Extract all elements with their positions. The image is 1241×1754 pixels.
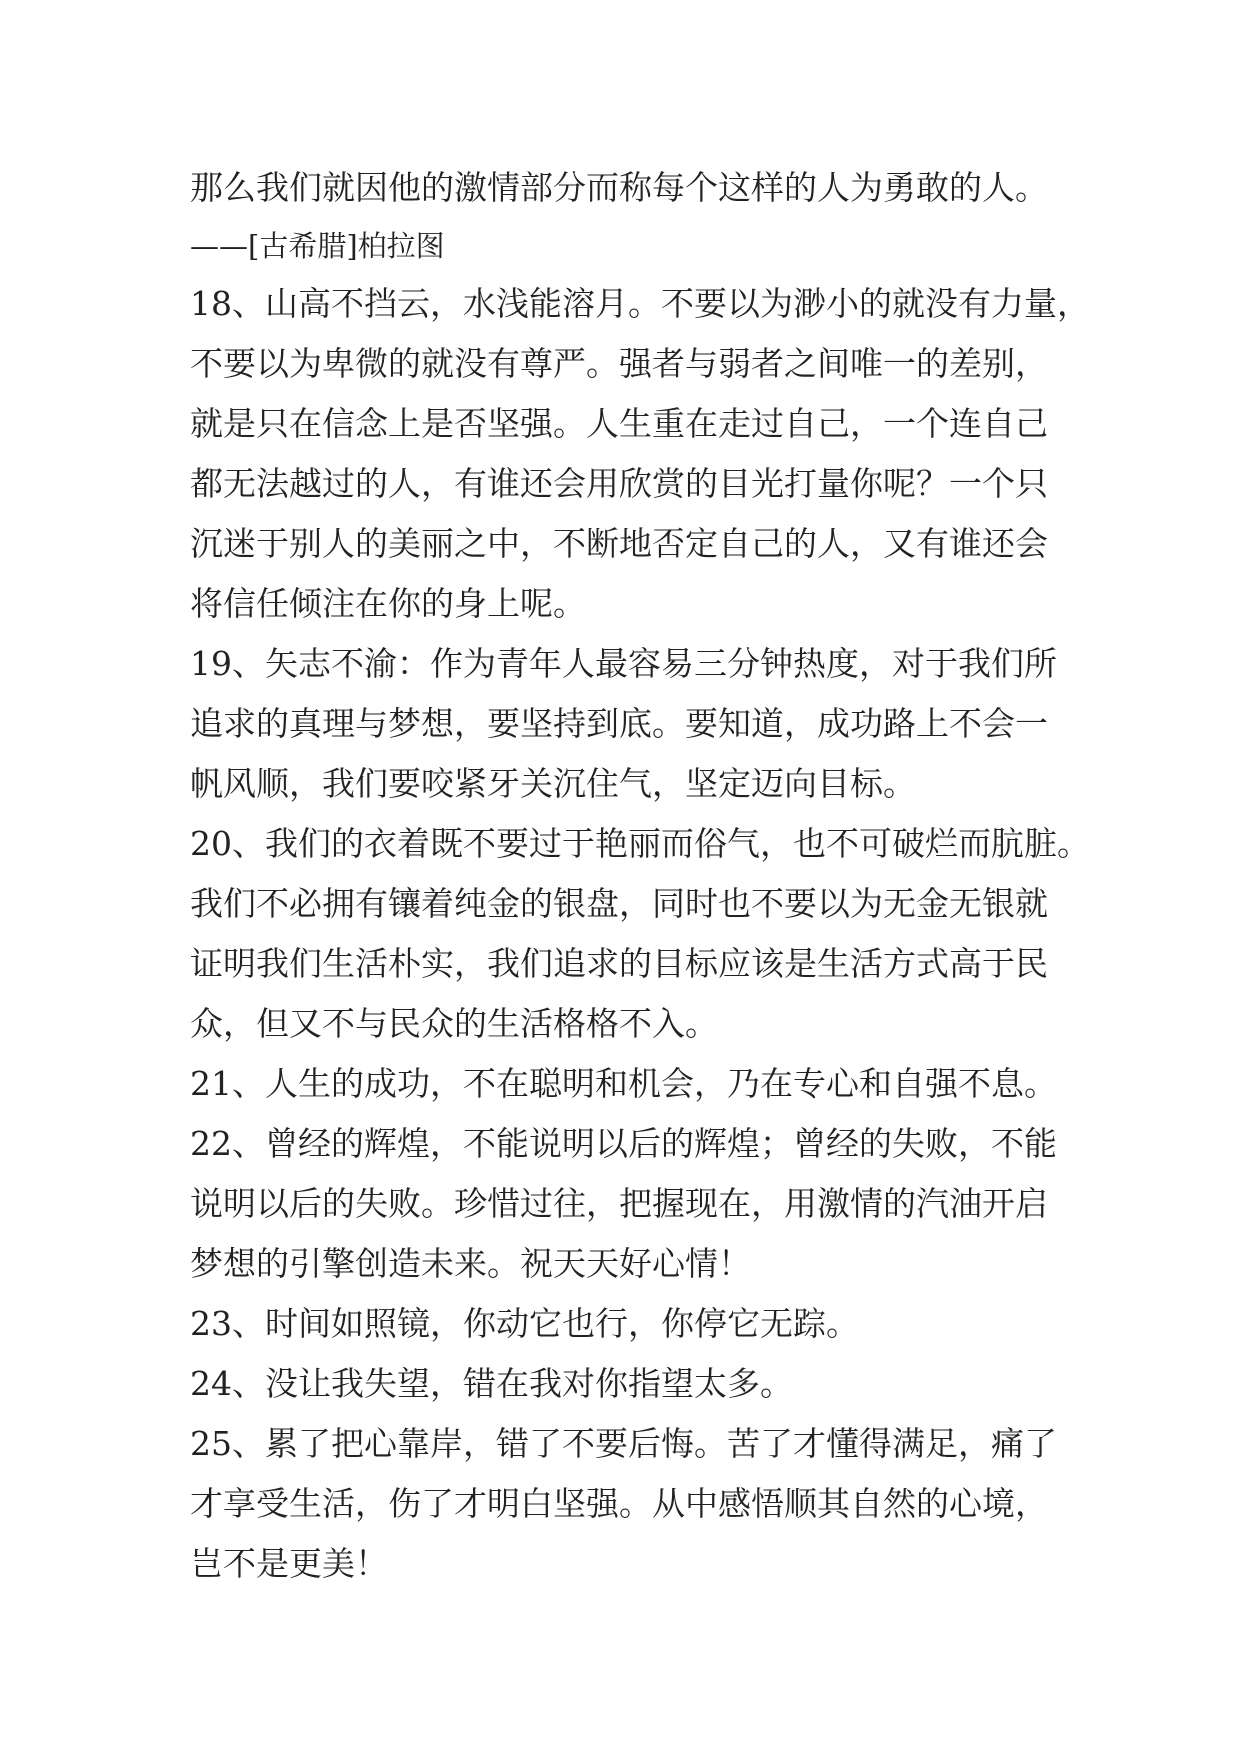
quote-18-line: 就是只在信念上是否坚强。人生重在走过自己，一个连自己: [190, 404, 1048, 443]
quote-24-line: 24、没让我失望，错在我对你指望太多。: [190, 1364, 793, 1403]
document-body: [190, 158, 1090, 1594]
quote-19-line: 追求的真理与梦想，要坚持到底。要知道，成功路上不会一: [190, 704, 1048, 743]
attribution-line: ——[古希腊]柏拉图: [190, 229, 445, 263]
quote-23-line: 23、时间如照镜，你动它也行，你停它无踪。: [190, 1304, 859, 1343]
quote-18-line: 18、山高不挡云，水浅能溶月。不要以为渺小的就没有力量，: [190, 284, 1090, 323]
quote-20-line: 我们不必拥有镶着纯金的银盘，同时也不要以为无金无银就: [190, 884, 1048, 923]
quote-20-line: 20、我们的衣着既不要过于艳丽而俗气，也不可破烂而肮脏。: [190, 824, 1090, 863]
quote-22-line: 22、曾经的辉煌，不能说明以后的辉煌；曾经的失败，不能: [190, 1124, 1057, 1163]
quote-25-line: 才享受生活，伤了才明白坚强。从中感悟顺其自然的心境，: [190, 1484, 1048, 1523]
quote-19-line: 19、矢志不渝：作为青年人最容易三分钟热度，对于我们所: [190, 644, 1057, 683]
quote-18-line: 都无法越过的人，有谁还会用欣赏的目光打量你呢？一个只: [190, 464, 1048, 503]
quote-22-line: 梦想的引擎创造未来。祝天天好心情！: [190, 1244, 751, 1283]
quote-18-line: 将信任倾注在你的身上呢。: [190, 584, 586, 623]
quote-19-line: 帆风顺，我们要咬紧牙关沉住气，坚定迈向目标。: [190, 764, 916, 803]
text-line: 那么我们就因他的激情部分而称每个这样的人为勇敢的人。: [190, 168, 1048, 207]
quote-25-line: 25、累了把心靠岸，错了不要后悔。苦了才懂得满足，痛了: [190, 1424, 1057, 1463]
quote-18-line: 不要以为卑微的就没有尊严。强者与弱者之间唯一的差别，: [190, 344, 1048, 383]
quote-22-line: 说明以后的失败。珍惜过往，把握现在，用激情的汽油开启: [190, 1184, 1048, 1223]
quote-25-line: 岂不是更美！: [190, 1544, 388, 1583]
quote-18-line: 沉迷于别人的美丽之中，不断地否定自己的人，又有谁还会: [190, 524, 1048, 563]
quote-20-line: 证明我们生活朴实，我们追求的目标应该是生活方式高于民: [190, 944, 1048, 983]
quote-21-line: 21、人生的成功，不在聪明和机会，乃在专心和自强不息。: [190, 1064, 1057, 1103]
quote-20-line: 众，但又不与民众的生活格格不入。: [190, 1004, 718, 1043]
